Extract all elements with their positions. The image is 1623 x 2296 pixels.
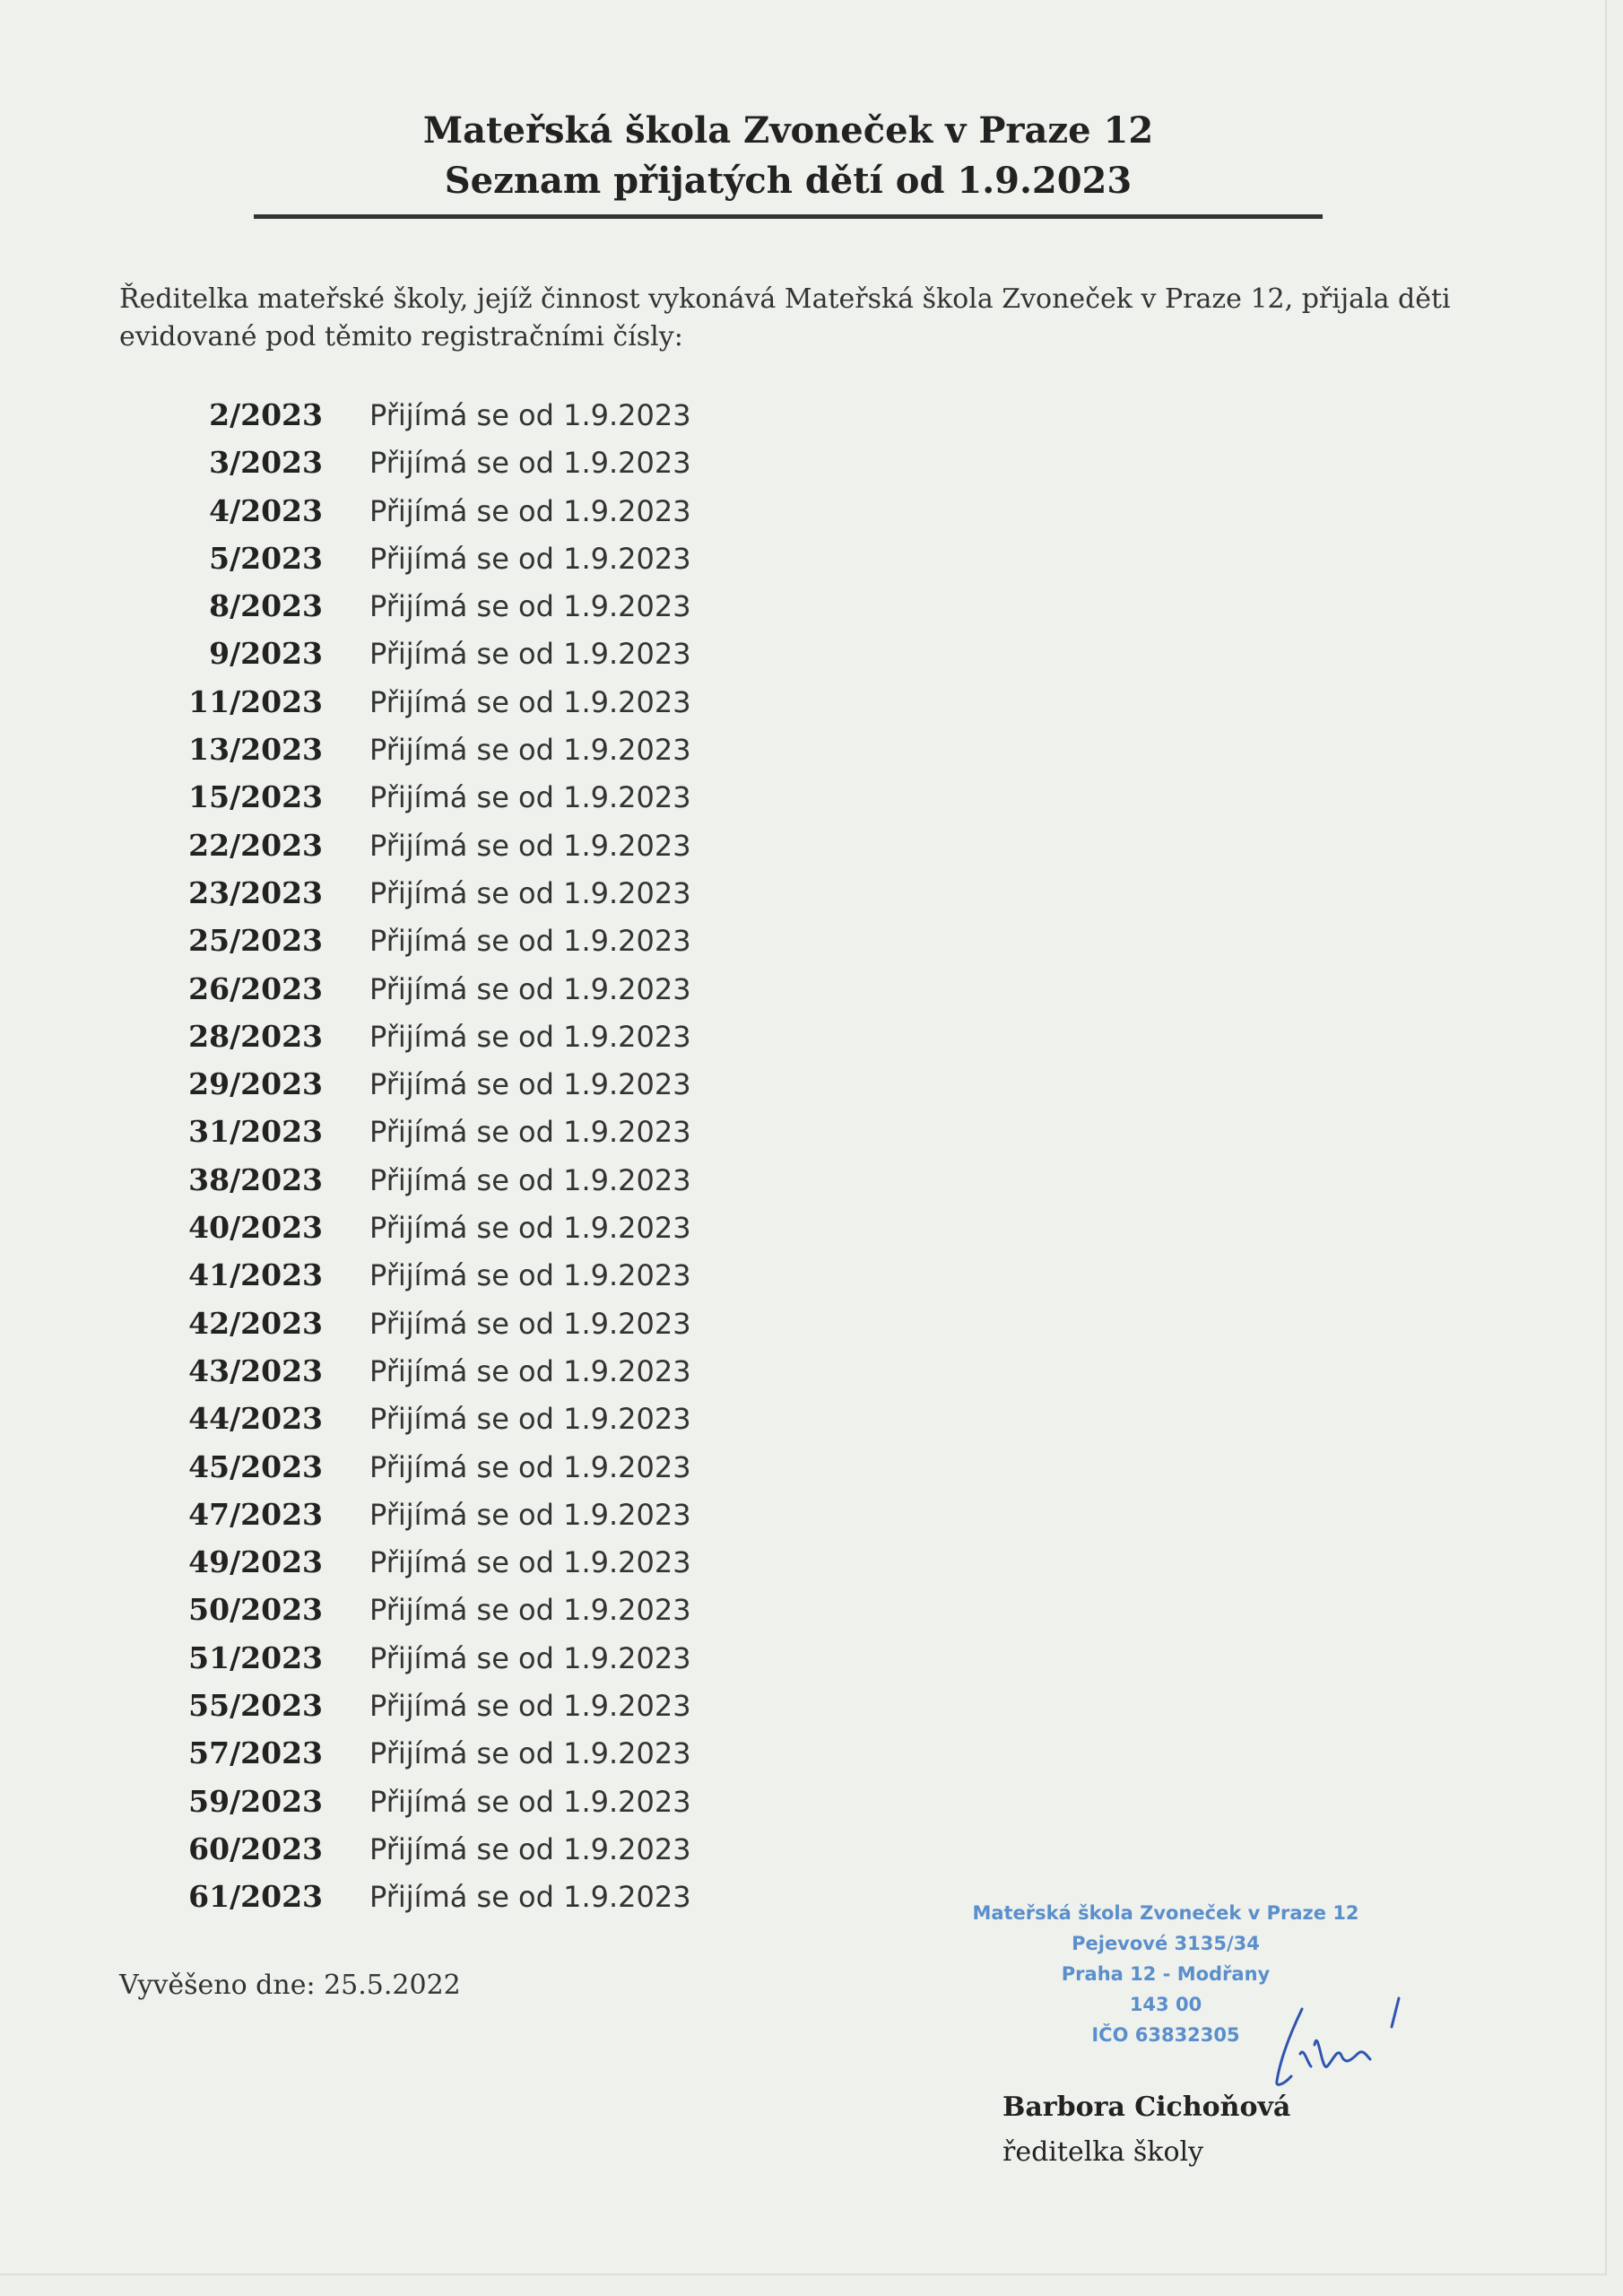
registration-number: 43/2023 — [188, 1352, 323, 1388]
registration-number: 15/2023 — [188, 779, 323, 815]
admission-status: Přijímá se od 1.9.2023 — [369, 1593, 691, 1628]
document-header — [254, 106, 1323, 206]
admission-status: Přijímá se od 1.9.2023 — [369, 1640, 691, 1675]
registration-number: 38/2023 — [188, 1161, 323, 1197]
registration-row — [119, 1019, 691, 1066]
admission-status: Přijímá se od 1.9.2023 — [369, 924, 691, 959]
admission-status: Přijímá se od 1.9.2023 — [369, 1353, 691, 1388]
registration-row — [119, 1449, 691, 1497]
registration-number: 45/2023 — [188, 1448, 323, 1484]
header-divider — [254, 214, 1323, 219]
admission-status: Přijímá se od 1.9.2023 — [369, 875, 691, 910]
registration-row — [119, 828, 691, 875]
registration-number: 61/2023 — [188, 1879, 323, 1915]
registration-row — [119, 1592, 691, 1639]
admission-status: Přijímá se od 1.9.2023 — [369, 1497, 691, 1532]
registration-row — [119, 875, 691, 923]
admission-status: Přijímá se od 1.9.2023 — [369, 1115, 691, 1150]
registration-row — [119, 1831, 691, 1879]
registration-number: 59/2023 — [188, 1783, 323, 1819]
admission-status: Přijímá se od 1.9.2023 — [369, 1019, 691, 1054]
registration-row — [119, 1066, 691, 1114]
registration-number: 44/2023 — [188, 1401, 323, 1437]
registration-row — [119, 1162, 691, 1210]
admission-status: Přijímá se od 1.9.2023 — [369, 446, 691, 481]
registration-number: 22/2023 — [188, 827, 323, 863]
signer-block — [1002, 2085, 1290, 2175]
registration-number: 47/2023 — [188, 1496, 323, 1532]
posted-date: Vyvěšeno dne: 25.5.2022 — [119, 1970, 461, 2001]
admission-status: Přijímá se od 1.9.2023 — [369, 684, 691, 719]
admission-status: Přijímá se od 1.9.2023 — [369, 1449, 691, 1484]
registration-number: 11/2023 — [188, 683, 323, 719]
registration-row — [119, 1544, 691, 1592]
registration-number: 2/2023 — [209, 397, 323, 432]
admission-status: Přijímá se od 1.9.2023 — [369, 828, 691, 863]
stamp-line: 143 00 — [1129, 1994, 1202, 2015]
registration-row — [119, 636, 691, 683]
registration-number: 4/2023 — [209, 492, 323, 528]
registration-row — [119, 1210, 691, 1257]
registration-number: 3/2023 — [209, 445, 323, 481]
handwritten-signature — [1264, 1991, 1426, 2090]
registration-list — [119, 397, 691, 1927]
registration-row — [119, 588, 691, 636]
admission-status: Přijímá se od 1.9.2023 — [369, 1736, 691, 1771]
intro-paragraph: Ředitelka mateřské školy, jejíž činnost vykonává Mateřská škola Zvoneček v Praze 12, přijala děti evidované pod těmito registračními čísly: — [119, 283, 1451, 352]
registration-number: 29/2023 — [188, 1066, 323, 1102]
registration-number: 28/2023 — [188, 1018, 323, 1054]
registration-number: 57/2023 — [188, 1735, 323, 1771]
registration-row — [119, 779, 691, 827]
stamp-line: Mateřská škola Zvoneček v Praze 12 — [972, 1902, 1359, 1924]
registration-row — [119, 971, 691, 1019]
admission-status: Přijímá se od 1.9.2023 — [369, 1689, 691, 1724]
admission-status: Přijímá se od 1.9.2023 — [369, 1211, 691, 1246]
registration-row — [119, 1257, 691, 1305]
admission-status: Přijímá se od 1.9.2023 — [369, 1545, 691, 1580]
registration-row — [119, 1735, 691, 1783]
registration-row — [119, 1353, 691, 1401]
registration-row — [119, 684, 691, 732]
admission-status: Přijímá se od 1.9.2023 — [369, 493, 691, 528]
registration-number: 13/2023 — [188, 732, 323, 768]
admission-status: Přijímá se od 1.9.2023 — [369, 780, 691, 815]
registration-number: 9/2023 — [209, 636, 323, 672]
admission-status: Přijímá se od 1.9.2023 — [369, 1258, 691, 1293]
admission-status: Přijímá se od 1.9.2023 — [369, 1162, 691, 1197]
registration-row — [119, 1784, 691, 1831]
stamp-line: Pejevové 3135/34 — [1072, 1933, 1260, 1954]
admission-status: Přijímá se od 1.9.2023 — [369, 1067, 691, 1102]
registration-row — [119, 493, 691, 541]
registration-number: 42/2023 — [188, 1305, 323, 1341]
admission-status: Přijímá se od 1.9.2023 — [369, 1831, 691, 1866]
signer-role: ředitelka školy — [1002, 2136, 1204, 2168]
admission-status: Přijímá se od 1.9.2023 — [369, 1402, 691, 1437]
registration-number: 5/2023 — [209, 540, 323, 576]
registration-row — [119, 923, 691, 970]
admission-status: Přijímá se od 1.9.2023 — [369, 637, 691, 672]
registration-row — [119, 1306, 691, 1353]
admission-status: Přijímá se od 1.9.2023 — [369, 1784, 691, 1819]
registration-number: 55/2023 — [188, 1688, 323, 1724]
admission-status: Přijímá se od 1.9.2023 — [369, 398, 691, 432]
registration-row — [119, 1114, 691, 1161]
school-title: Mateřská škola Zvoneček v Praze 12 — [422, 109, 1154, 152]
admission-status: Přijímá se od 1.9.2023 — [369, 1880, 691, 1915]
registration-number: 23/2023 — [188, 874, 323, 910]
registration-number: 51/2023 — [188, 1639, 323, 1675]
registration-row — [119, 1497, 691, 1544]
registration-number: 40/2023 — [188, 1210, 323, 1246]
registration-number: 26/2023 — [188, 970, 323, 1006]
admission-status: Přijímá se od 1.9.2023 — [369, 541, 691, 576]
registration-number: 25/2023 — [188, 923, 323, 959]
signer-name: Barbora Cichoňová — [1002, 2092, 1291, 2123]
stamp-line: IČO 63832305 — [1091, 2024, 1240, 2046]
stamp-line: Praha 12 - Modřany — [1061, 1963, 1271, 1985]
registration-row — [119, 541, 691, 588]
registration-row — [119, 1688, 691, 1735]
registration-number: 49/2023 — [188, 1544, 323, 1580]
registration-number: 50/2023 — [188, 1592, 323, 1628]
list-title: Seznam přijatých dětí od 1.9.2023 — [444, 160, 1133, 202]
admission-status: Přijímá se od 1.9.2023 — [369, 1306, 691, 1341]
registration-row — [119, 397, 691, 445]
admission-status: Přijímá se od 1.9.2023 — [369, 589, 691, 624]
registration-row — [119, 445, 691, 492]
registration-number: 31/2023 — [188, 1114, 323, 1150]
registration-row — [119, 732, 691, 779]
registration-row — [119, 1879, 691, 1926]
registration-number: 41/2023 — [188, 1257, 323, 1293]
registration-row — [119, 1640, 691, 1688]
admission-status: Přijímá se od 1.9.2023 — [369, 971, 691, 1006]
registration-number: 60/2023 — [188, 1831, 323, 1866]
admission-status: Přijímá se od 1.9.2023 — [369, 733, 691, 768]
registration-row — [119, 1401, 691, 1448]
registration-number: 8/2023 — [209, 588, 323, 624]
